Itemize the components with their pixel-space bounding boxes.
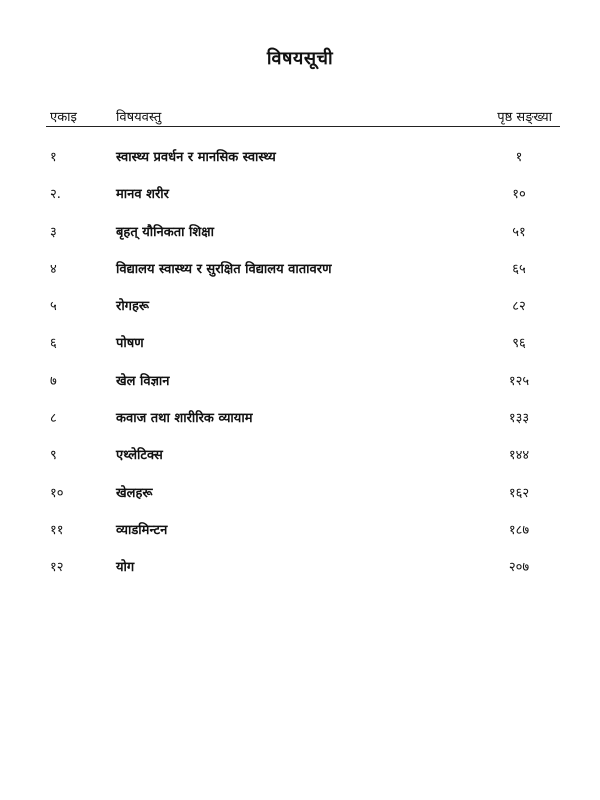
table-row bbox=[46, 216, 560, 253]
row-unit: ६ bbox=[50, 336, 57, 352]
row-unit: ४ bbox=[50, 261, 57, 277]
row-content: पोषण bbox=[116, 336, 144, 352]
row-unit: १ bbox=[50, 150, 57, 165]
table-row bbox=[46, 141, 560, 178]
header-content: विषयवस्तु bbox=[116, 110, 162, 125]
row-content: मानव शरीर bbox=[116, 187, 169, 203]
row-content: खेलहरू bbox=[116, 485, 153, 501]
row-page: ८२ bbox=[512, 299, 526, 315]
row-page: ६५ bbox=[512, 261, 526, 277]
row-unit: ७ bbox=[50, 373, 57, 389]
page-title: विषयसूची bbox=[266, 48, 334, 69]
row-page: १२५ bbox=[508, 373, 530, 389]
row-page: ९६ bbox=[512, 336, 526, 352]
table-row bbox=[46, 253, 560, 290]
table-row bbox=[46, 327, 560, 364]
row-page: १० bbox=[512, 187, 526, 203]
header-page: पृष्ठ सङ्ख्या bbox=[497, 110, 552, 125]
table-row bbox=[46, 477, 560, 514]
row-page: १३३ bbox=[508, 411, 530, 427]
table-row bbox=[46, 402, 560, 439]
row-page: ५१ bbox=[512, 224, 526, 240]
row-unit: १० bbox=[50, 485, 64, 501]
row-content: योग bbox=[116, 560, 135, 576]
row-content: स्वास्थ्य प्रवर्धन र मानसिक स्वास्थ्य bbox=[116, 150, 276, 165]
row-unit: १२ bbox=[50, 560, 64, 576]
row-unit: ११ bbox=[50, 522, 64, 538]
row-page: १४४ bbox=[508, 448, 530, 464]
row-unit: ५ bbox=[50, 299, 57, 315]
row-content: बृहत् यौनिकता शिक्षा bbox=[116, 224, 214, 240]
table-row bbox=[46, 439, 560, 476]
table-body bbox=[46, 141, 560, 589]
row-content: कवाज तथा शारीरिक व्यायाम bbox=[116, 411, 253, 427]
row-page: १८७ bbox=[508, 522, 530, 538]
row-page: २०७ bbox=[508, 560, 530, 576]
table-row bbox=[46, 514, 560, 551]
table-row bbox=[46, 178, 560, 215]
row-unit: ८ bbox=[50, 411, 57, 427]
header-unit: एकाइ bbox=[50, 110, 77, 125]
row-content: विद्यालय स्वास्थ्य र सुरक्षित विद्यालय वातावरण bbox=[116, 261, 332, 277]
row-content: व्याडमिन्टन bbox=[116, 522, 168, 538]
row-page: १ bbox=[515, 150, 523, 165]
table-header bbox=[46, 104, 560, 127]
table-row bbox=[46, 365, 560, 402]
table-row bbox=[46, 290, 560, 327]
row-unit: ३ bbox=[50, 224, 57, 240]
row-page: १६२ bbox=[508, 485, 530, 501]
row-content: रोगहरू bbox=[116, 299, 150, 315]
row-unit: ९ bbox=[50, 448, 57, 464]
row-content: एथ्लेटिक्स bbox=[116, 448, 163, 464]
row-content: खेल विज्ञान bbox=[116, 373, 170, 389]
table-row bbox=[46, 551, 560, 588]
row-unit: २. bbox=[50, 187, 61, 203]
contents-table bbox=[46, 104, 560, 589]
